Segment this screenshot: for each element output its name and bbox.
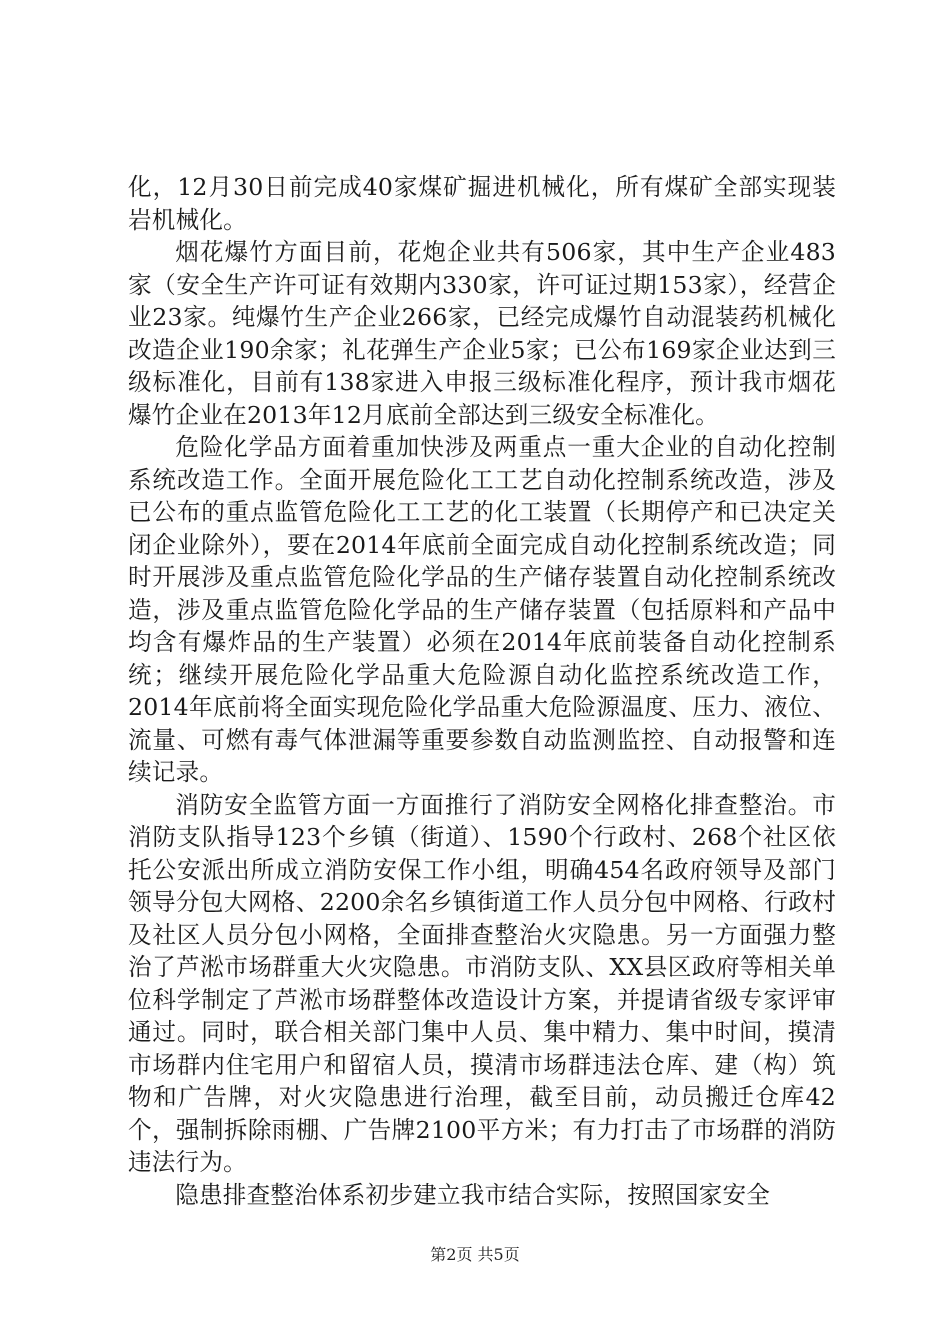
paragraph-fireworks: 烟花爆竹方面目前，花炮企业共有506家，其中生产企业483家（安全生产许可证有效期内330家，许可证过期153家），经营企业23家。纯爆竹生产企业266家，已经完成爆竹自动混装药机械化改造企业190余家；礼花弹生产企业5家；已公布169家企业达到三级标准化，目前有138家进入申报三级标准化程序，预计我市烟花爆竹企业在2013年12月底前全部达到三级安全标准化。 xyxy=(128,238,836,429)
paragraph-hazard-investigation: 隐患排查整治体系初步建立我市结合实际，按照国家安全 xyxy=(175,1180,771,1209)
page-number-footer: 第2页 共5页 xyxy=(430,1245,520,1264)
paragraph-coal-continuation: 化，12月30日前完成40家煤矿掘进机械化，所有煤矿全部实现装岩机械化。 xyxy=(128,173,836,234)
paragraph-hazardous-chemicals: 危险化学品方面着重加快涉及两重点一重大企业的自动化控制系统改造工作。全面开展危险化工工艺自动化控制系统改造，涉及已公布的重点监管危险化工工艺的化工装置（长期停产和已决定关闭企业除外），要在2014年底前全面完成自动化控制系统改造；同时开展涉及重点监管危险化学品的生产储存装置自动化控制系统改造，涉及重点监管危险化学品的生产储存装置（包括原料和产品中均含有爆炸品的生产装置）必须在2014年底前装备自动化控制系统；继续开展危险化学品重大危险源自动化监控系统改造工作，2014年底前将全面实现危险化学品重大危险源温度、压力、液位、流量、可燃有毒气体泄漏等重要参数自动监测监控、自动报警和连续记录。 xyxy=(128,433,836,786)
paragraph-fire-safety: 消防安全监管方面一方面推行了消防安全网格化排查整治。市消防支队指导123个乡镇（街道）、1590个行政村、268个社区依托公安派出所成立消防安保工作小组，明确454名政府领导及部门领导分包大网格、2200余名乡镇街道工作人员分包中网格、行政村及社区人员分包小网格，全面排查整治火灾隐患。另一方面强力整治了芦淞市场群重大火灾隐患。市消防支队、XX县区政府等相关单位科学制定了芦淞市场群整体改造设计方案，并提请省级专家评审通过。同时，联合相关部门集中人员、集中精力、集中时间，摸清市场群内住宅用户和留宿人员，摸清市场群违法仓库、建（构）筑物和广告牌，对火灾隐患进行治理，截至目前，动员搬迁仓库42个，强制拆除雨棚、广告牌2100平方米；有力打击了市场群的消防违法行为。 xyxy=(128,790,836,1176)
document-body xyxy=(128,171,836,1211)
